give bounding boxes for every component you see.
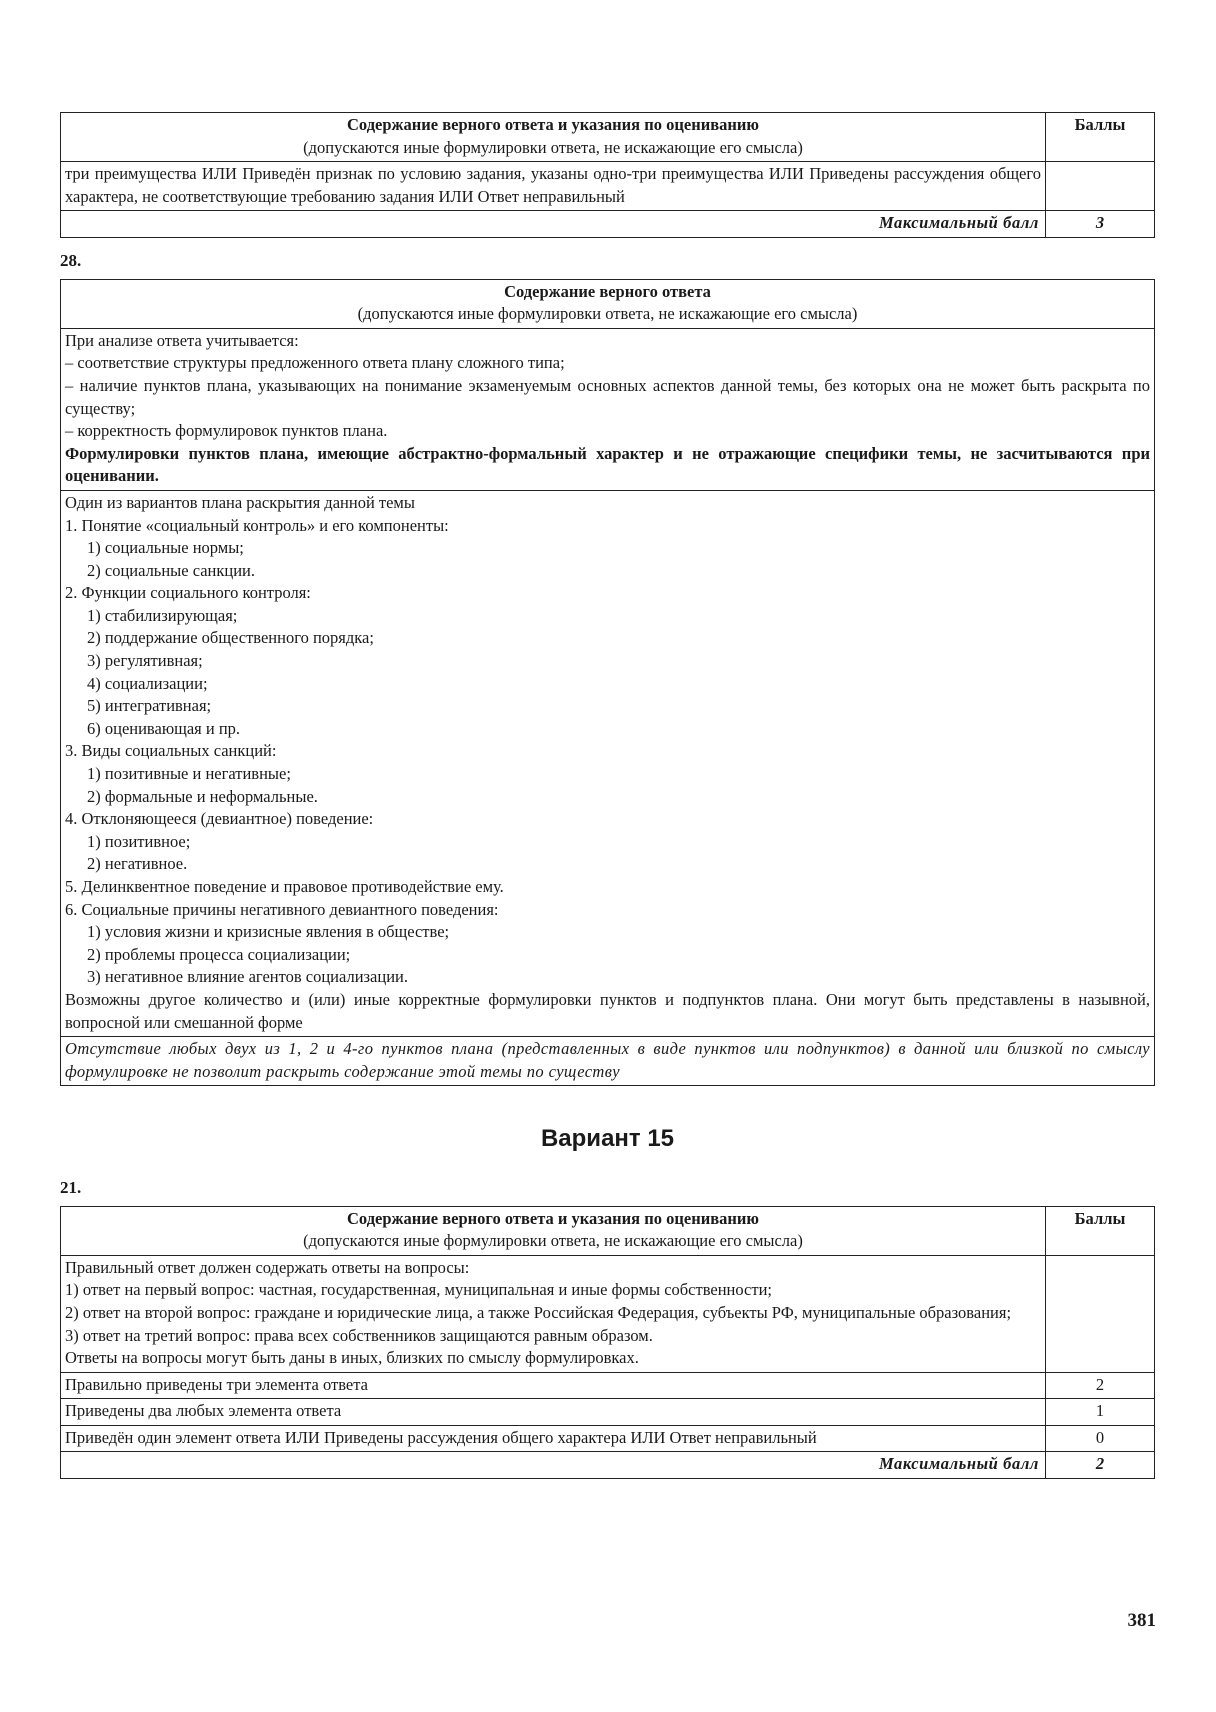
task-21-max-value: 2 [1046, 1452, 1155, 1479]
plan-subitem: 4) социализации; [87, 673, 208, 693]
plan-subitem: 2) проблемы процесса социализации; [87, 944, 351, 964]
criteria-item: – соответствие структуры предложенного ответа плану сложного типа; [65, 353, 565, 373]
plan-item: 6. Социальные причины негативного девиантного поведения: [65, 899, 499, 919]
task-28-number: 28. [60, 250, 82, 270]
plan-note: Возможны другое количество и (или) иные корректные формулировки пунктов и подпунктов плана. Они могут быть представлены в назывной, вопросной или смешанной форме [65, 989, 1150, 1032]
plan-subitem: 2) формальные и неформальные. [87, 786, 318, 806]
variant-title: Вариант 15 [540, 1125, 675, 1153]
task-21-number: 21. [60, 1177, 82, 1197]
plan-item: 5. Делинквентное поведение и правовое противодействие ему. [65, 877, 504, 896]
criteria-bold-note: Формулировки пунктов плана, имеющие абстрактно-формальный характер и не отражающие специфики темы, не засчитываются при оценивании. [65, 443, 1150, 486]
top-scoring-table [60, 112, 1155, 238]
scoring-row-points: 1 [1046, 1399, 1155, 1426]
answer-item: 1) ответ на первый вопрос: частная, государственная, муниципальная и иные формы собственности; [65, 1280, 772, 1300]
top-table-header [61, 113, 1046, 162]
task-28-table [60, 279, 1155, 1087]
plan-item: 3. Виды социальных санкций: [65, 741, 277, 761]
plan-subitem: 3) регулятивная; [87, 651, 203, 671]
plan-subitem: 1) позитивное; [87, 831, 191, 851]
plan-subitem: 3) негативное влияние агентов социализации. [87, 967, 408, 987]
top-table-row-points [1046, 162, 1155, 211]
task-21-answer [61, 1255, 1046, 1372]
answer-note: Ответы на вопросы могут быть даны в иных, близких по смыслу формулировках. [65, 1348, 639, 1368]
plan-subitem: 5) интегративная; [87, 696, 212, 716]
plan-subitem: 1) стабилизирующая; [87, 605, 238, 625]
task-28-header-title: Содержание верного ответа [504, 281, 711, 301]
task-28-italic-note: Отсутствие любых двух из 1, 2 и 4-го пунктов плана (представленных в виде пунктов или подпунктов) в данной или близкой по смыслу формулировке не позволит раскрыть содержание этой темы по существу [61, 1037, 1155, 1086]
top-table-max-label: Максимальный балл [61, 211, 1046, 238]
plan-subitem: 1) условия жизни и кризисные явления в обществе; [87, 922, 450, 942]
task-21-header-title: Содержание верного ответа и указания по оцениванию [347, 1208, 759, 1228]
answer-intro: Правильный ответ должен содержать ответы на вопросы: [65, 1257, 470, 1277]
scoring-row-text: Приведён один элемент ответа ИЛИ Приведены рассуждения общего характера ИЛИ Ответ неправильный [61, 1425, 1046, 1452]
scoring-row-text: Правильно приведены три элемента ответа [61, 1372, 1046, 1399]
plan-intro: Один из вариантов плана раскрытия данной темы [65, 492, 415, 512]
top-table-header-title: Содержание верного ответа и указания по оцениванию [347, 115, 759, 134]
plan-subitem: 2) поддержание общественного порядка; [87, 628, 374, 648]
plan-item: 1. Понятие «социальный контроль» и его компоненты: [65, 515, 449, 535]
plan-subitem: 2) негативное. [87, 854, 188, 874]
top-table-header-sub: (допускаются иные формулировки ответа, не искажающие его смысла) [303, 137, 803, 157]
task-21-header-sub: (допускаются иные формулировки ответа, не искажающие его смысла) [303, 1231, 803, 1251]
plan-subitem: 6) оценивающая и пр. [87, 718, 241, 738]
task-21-points-header: Баллы [1046, 1206, 1155, 1255]
task-28-header [61, 279, 1155, 328]
task-21-answer-points [1046, 1255, 1155, 1372]
scoring-row-points: 2 [1046, 1372, 1155, 1399]
criteria-item: – наличие пунктов плана, указывающих на понимание экзаменуемым основных аспектов данной темы, без которых она не может быть раскрыта по существу; [65, 375, 1150, 418]
plan-item: 2. Функции социального контроля: [65, 583, 311, 603]
page-number: 381 [1127, 1610, 1156, 1631]
criteria-item: – корректность формулировок пунктов плана. [65, 421, 388, 441]
answer-item: 2) ответ на второй вопрос: граждане и юридические лица, а также Российская Федерация, субъекты РФ, муниципальные образования; [65, 1302, 1012, 1322]
document-page [60, 112, 1155, 1479]
task-28-plan [61, 490, 1155, 1036]
plan-item: 4. Отклоняющееся (девиантное) поведение: [65, 809, 374, 829]
task-21-header [61, 1206, 1046, 1255]
plan-subitem: 1) позитивные и негативные; [87, 764, 291, 784]
top-table-row-text: три преимущества ИЛИ Приведён признак по условию задания, указаны одно-три преимущества ИЛИ Приведены рассуждения общего характера, не соответствующие требованию задания ИЛИ Ответ неправильный [61, 162, 1046, 211]
answer-item: 3) ответ на третий вопрос: права всех собственников защищаются равным образом. [65, 1325, 653, 1345]
top-table-max-value: 3 [1046, 211, 1155, 238]
plan-subitem: 2) социальные санкции. [87, 560, 256, 580]
task-21-table [60, 1206, 1155, 1480]
task-28-header-sub: (допускаются иные формулировки ответа, не искажающие его смысла) [357, 304, 858, 324]
scoring-row-text: Приведены два любых элемента ответа [61, 1399, 1046, 1426]
top-table-points-header: Баллы [1046, 113, 1155, 162]
scoring-row-points: 0 [1046, 1425, 1155, 1452]
plan-subitem: 1) социальные нормы; [87, 538, 244, 558]
task-28-criteria [61, 328, 1155, 490]
task-21-max-label: Максимальный балл [61, 1452, 1046, 1479]
criteria-intro: При анализе ответа учитывается: [65, 330, 299, 350]
